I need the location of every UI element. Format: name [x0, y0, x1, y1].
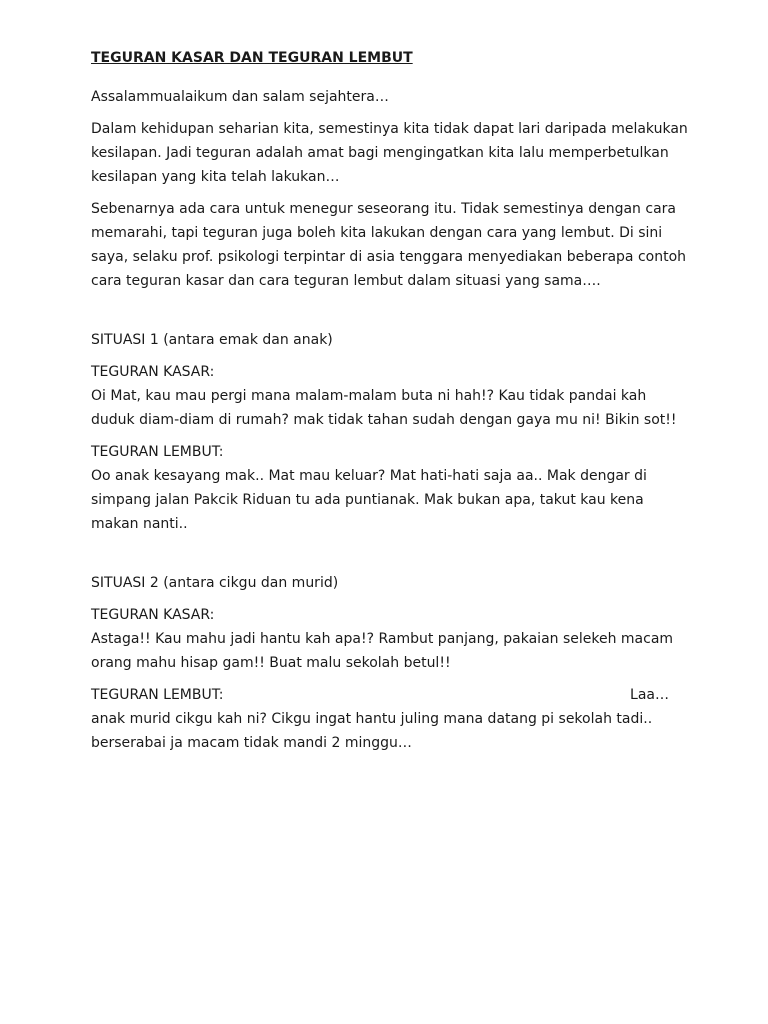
situation-1-lembut [91, 440, 688, 536]
situation-2-lembut-row [91, 683, 688, 707]
greeting: Assalammualaikum dan salam sejahtera… [91, 89, 389, 105]
situation-2-lembut-text: anak murid cikgu kah ni? Cikgu ingat hantu juling mana datang pi sekolah tadi.. berserabai ja macam tidak mandi 2 minggu… [91, 711, 653, 751]
situation-1-lembut-label: TEGURAN LEMBUT: [91, 444, 224, 460]
situation-2-kasar [91, 603, 688, 675]
situation-2-lembut-first: Laa… [630, 687, 669, 703]
situation-1-kasar-label: TEGURAN KASAR: [91, 364, 215, 380]
intro-paragraph-2: Sebenarnya ada cara untuk menegur seseorang itu. Tidak semestinya dengan cara memarahi, tapi teguran juga boleh kita lakukan dengan cara yang lembut. Di sini saya, selaku prof. psikologi terpintar di asia tenggara menyediakan beberapa contoh cara teguran kasar dan cara teguran lembut dalam situasi yang sama…. [91, 201, 687, 289]
situation-1-kasar [91, 360, 688, 432]
situation-1-lembut-text: Oo anak kesayang mak.. Mat mau keluar? Mat hati-hati saja aa.. Mak dengar di simpang jalan Pakcik Riduan tu ada puntianak. Mak bukan apa, takut kau kena makan nanti.. [91, 468, 647, 532]
situation-2-kasar-label: TEGURAN KASAR: [91, 607, 215, 623]
intro-paragraph-1: Dalam kehidupan seharian kita, semestinya kita tidak dapat lari daripada melakukan kesilapan. Jadi teguran adalah amat bagi mengingatkan kita lalu memperbetulkan kesilapan yang kita telah lakukan… [91, 121, 688, 185]
situation-1-kasar-text: Oi Mat, kau mau pergi mana malam-malam buta ni hah!? Kau tidak pandai kah duduk diam-diam di rumah? mak tidak tahan sudah dengan gaya mu ni! Bikin sot!! [91, 388, 677, 428]
situation-2-heading: SITUASI 2 (antara cikgu dan murid) [91, 575, 339, 591]
situation-2-lembut [91, 683, 688, 755]
situation-2-lembut-label: TEGURAN LEMBUT: [91, 687, 224, 703]
situation-1-heading: SITUASI 1 (antara emak dan anak) [91, 332, 333, 348]
situation-2-kasar-text: Astaga!! Kau mahu jadi hantu kah apa!? Rambut panjang, pakaian selekeh macam orang mahu hisap gam!! Buat malu sekolah betul!! [91, 631, 674, 671]
document-title: TEGURAN KASAR DAN TEGURAN LEMBUT [91, 50, 413, 66]
